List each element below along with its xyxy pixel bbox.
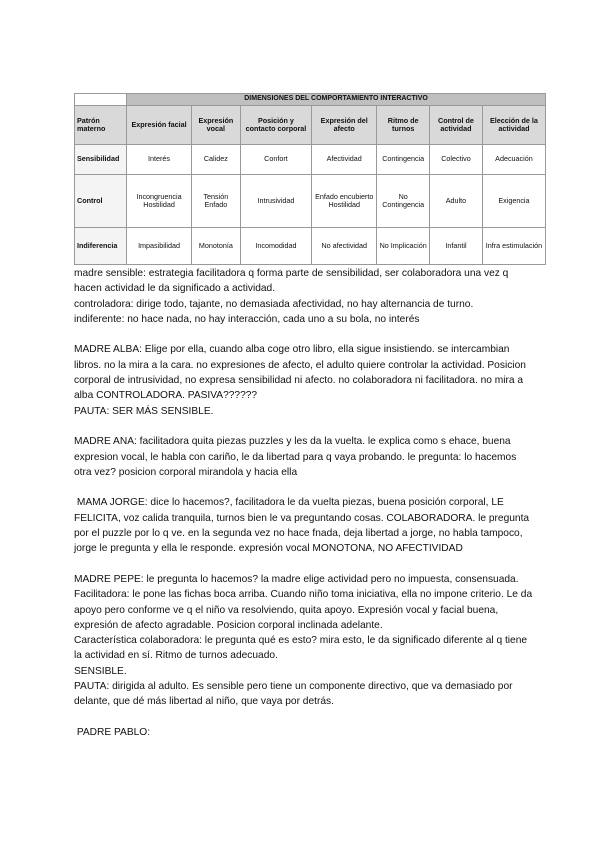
table-cell: Incomodidad <box>240 228 311 265</box>
table-cell: Calidez <box>192 145 241 175</box>
header-ritmo: Ritmo de turnos <box>377 106 430 145</box>
table-cell: Enfado encubierto Hostilidad <box>312 175 377 228</box>
table-cell: Infantil <box>430 228 483 265</box>
table-cell: Confort <box>240 145 311 175</box>
table-cell: No Implicación <box>377 228 430 265</box>
table-row <box>75 175 546 228</box>
header-afecto: Expresión del afecto <box>312 106 377 145</box>
notes-body <box>74 266 534 740</box>
header-posicion: Posición y contacto corporal <box>240 106 311 145</box>
table-cell: No Contingencia <box>377 175 430 228</box>
note-padre-pablo: PADRE PABLO: <box>74 726 151 738</box>
note-madre-alba: MADRE ALBA: Elige por ella, cuando alba coge otro libro, ella sigue insistiendo. se intercambian libros. no la mira a la cara. no expresiones de afecto, el adulto quiere controlar la actividad. Posicion corporal de intrusividad, no expresa sensibilidad ni afecto. no colaboradora ni facilitadora. no mira a alba CONTROLADORA. PASIVA?????? <box>74 344 529 402</box>
table-cell: Monotonía <box>192 228 241 265</box>
table-header-row <box>75 106 546 145</box>
table-cell: Incongruencia Hostilidad <box>127 175 192 228</box>
note-madre-pepe: MADRE PEPE: le pregunta lo hacemos? la madre elige actividad pero no impuesta, consensuada. Facilitadora: le pone las fichas boca arriba. Cuando niño toma iniciativa, ella no impone criterio. Le da apoyo pero conforme ve q el niño va resolviendo, quita apoyo. Expresión vocal y facial buena, expresión de afecto agradable. Posicion corporal inclinada adelante. <box>74 573 535 631</box>
table-cell: Afectividad <box>312 145 377 175</box>
header-patron: Patrón materno <box>75 106 127 145</box>
table-row <box>75 145 546 175</box>
note-intro-indiferente: indiferente: no hace nada, no hay interacción, cada uno a su bola, no interés <box>74 313 420 325</box>
header-expresion-vocal: Expresión vocal <box>192 106 241 145</box>
note-madre-ana: MADRE ANA: facilitadora quita piezas puzzles y les da la vuelta. le explica como s ehace, buena expresion vocal, le habla con cariño, le da libertad para q vaya probando. le pregunta: lo hacemos otra vez? posicion corporal mirandola y hacia ella <box>74 436 520 478</box>
row-label: Sensibilidad <box>75 145 127 175</box>
table-cell: Impasibilidad <box>127 228 192 265</box>
header-control: Control de actividad <box>430 106 483 145</box>
table-cell: Adulto <box>430 175 483 228</box>
note-pepe-pauta: PAUTA: dirigida al adulto. Es sensible pero tiene un componente directivo, que va demasiado por delante, que dé más libertad al niño, que vaya por detrás. <box>74 681 516 708</box>
table-cell: Infra estimulación <box>482 228 545 265</box>
note-intro-sensible: madre sensible: estrategia facilitadora q forma parte de sensibilidad, ser colaboradora una vez q hacen actividad le da significado a actividad. <box>74 268 512 295</box>
note-intro-controladora: controladora: dirige todo, tajante, no demasiada afectividad, no hay alternancia de turno. <box>74 298 474 310</box>
row-label: Indiferencia <box>75 228 127 265</box>
note-pepe-sensible: SENSIBLE. <box>74 665 127 677</box>
note-pepe-caracteristica: Característica colaboradora: le pregunta qué es esto? mira esto, le da significado diferente al q tiene la actividad en sí. Ritmo de turnos adecuado. <box>74 635 530 662</box>
table-row <box>75 228 546 265</box>
table-cell: Interés <box>127 145 192 175</box>
table-cell: Contingencia <box>377 145 430 175</box>
table-cell: Adecuación <box>482 145 545 175</box>
table-corner-cell <box>75 94 127 106</box>
table-cell: Colectivo <box>430 145 483 175</box>
note-mama-jorge: MAMA JORGE: dice lo hacemos?, facilitadora le da vuelta piezas, buena posición corporal, LE FELICITA, voz calida tranquila, turnos bien le va preguntando cosas. COLABORADORA. le pregunta por el puzzle por lo q ve. en la segunda vez no hace fnada, deja libertad a jorge, no habla tampoco, jorge le pregunta y ella le responde. expresión vocal MONOTONA, NO AFECTIVIDAD <box>74 497 532 555</box>
behavior-dimensions-table <box>74 93 546 265</box>
table-cell: Exigencia <box>482 175 545 228</box>
note-alba-pauta: PAUTA: SER MÁS SENSIBLE. <box>74 405 214 417</box>
table-title: DIMENSIONES DEL COMPORTAMIENTO INTERACTIVO <box>127 94 546 106</box>
header-eleccion: Elección de la actividad <box>482 106 545 145</box>
table-title-row <box>75 94 546 106</box>
table-cell: Intrusividad <box>240 175 311 228</box>
row-label: Control <box>75 175 127 228</box>
header-expresion-facial: Expresión facial <box>127 106 192 145</box>
table-cell: No afectividad <box>312 228 377 265</box>
table-cell: Tensión Enfado <box>192 175 241 228</box>
